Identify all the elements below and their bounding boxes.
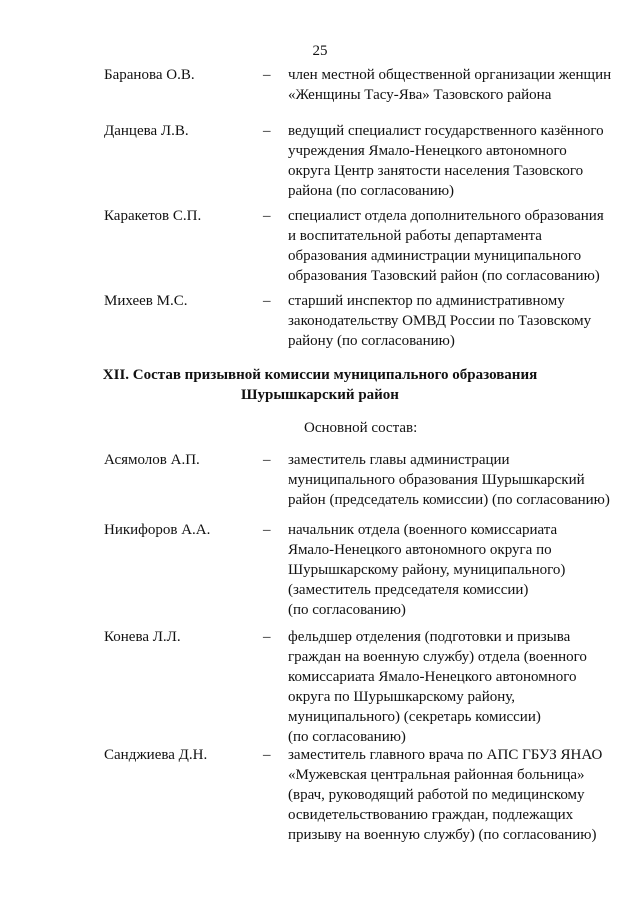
dash-separator: – [263,123,271,139]
member-name: Каракетов С.П. [104,208,202,224]
page-number: 25 [312,43,328,59]
dash-separator: – [263,747,271,763]
member-role: ведущий специалист государственного казённого учреждения Ямало-Ненецкого автономного округа Центр занятости населения Тазовского района (по согласованию) [288,123,604,199]
member-role: член местной общественной организации женщин «Женщины Тасу-Ява» Тазовского района [288,67,612,103]
member-role: старший инспектор по административному законодательству ОМВД России по Тазовскому району (по согласованию) [288,293,592,349]
dash-separator: – [263,293,271,309]
dash-separator: – [263,522,271,538]
member-name: Асямолов А.П. [104,452,200,468]
dash-separator: – [263,452,271,468]
member-role: специалист отдела дополнительного образования и воспитательной работы департамента образования администрации муниципального образования Тазовский район (по согласованию) [288,208,604,284]
member-role: начальник отдела (военного комиссариата Ямало-Ненецкого автономного округа по Шурышкарскому району, муниципального) (заместитель председателя комиссии) (по согласованию) [288,522,566,618]
member-role: заместитель главного врача по АПС ГБУЗ ЯНАО «Мужевская центральная районная больница» (врач, руководящий работой по медицинскому освидетельствованию граждан, подлежащих призыву на военную службу) (по согласованию) [288,747,603,843]
section-title: XII. Состав призывной комиссии муниципального образования Шурышкарский район [102,367,538,403]
dash-separator: – [263,208,271,224]
member-name: Михеев М.С. [104,293,188,309]
member-name: Конева Л.Л. [104,629,181,645]
member-role: заместитель главы администрации муниципального образования Шурышкарский район (председатель комиссии) (по согласованию) [288,452,610,508]
subsection-heading: Основной состав: [304,420,418,436]
dash-separator: – [263,629,271,645]
member-name: Данцева Л.В. [104,123,189,139]
member-name: Баранова О.В. [104,67,195,83]
member-name: Никифоров А.А. [104,522,211,538]
member-role: фельдшер отделения (подготовки и призыва граждан на военную службу) отдела (военного комиссариата Ямало-Ненецкого автономного округа по Шурышкарскому району, муниципального) (секретарь комиссии) (по согласованию) [288,629,587,745]
dash-separator: – [263,67,271,83]
member-name: Санджиева Д.Н. [104,747,208,763]
